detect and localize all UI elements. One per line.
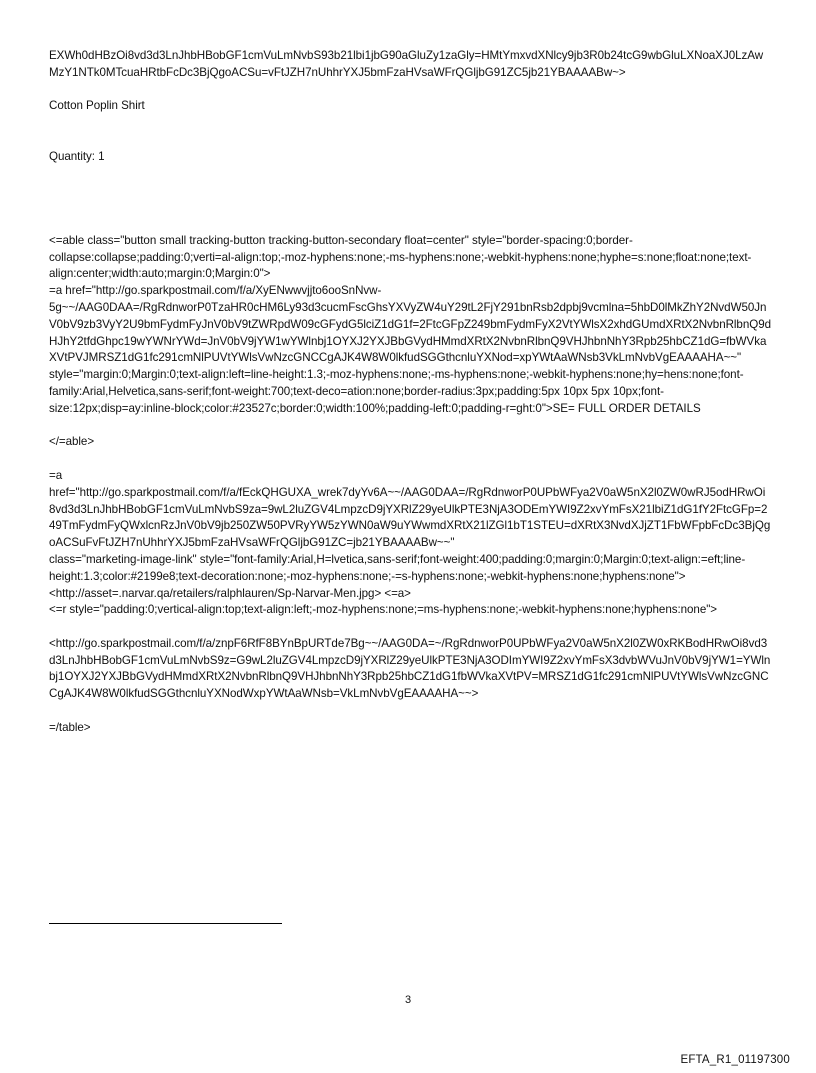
page-number: 3 xyxy=(404,994,412,1006)
product-name: Cotton Poplin Shirt xyxy=(49,99,145,113)
document-body xyxy=(49,48,771,737)
row-open-markup: <=r style="padding:0;vertical-align:top;text-align:left;-moz-hyphens:none;=ms-hyphens:none;-webkit-hyphens:none;hyphens:none"> xyxy=(49,603,718,617)
spacer xyxy=(49,166,771,233)
encoded-url-tail: EXWh0dHBzOi8vd3d3LnJhbHBobGF1cmVuLmNvbS93b21lbi1jbG90aGluZy1zaGly=HMtYmxvdXNlcy9jb3R0b24tcG9wbGluLXNoaXJ0LzAwMzY1NTk0MTcuaHRtbFcDc3BjQgoACSu=vFtJZH7nUhhrYXJ5bmFzaHVsaWFrQGljbG91ZC5jb21YBAAAABw~> xyxy=(49,49,764,79)
marketing-link-attributes: class="marketing-image-link" style="font-family:Arial,H=lvetica,sans-serif;font-weight:400;padding:0;margin:0;Margin:0;text-align:=eft;line-height:1.3;color:#2199e8;text-decoration:none;-moz-hyphens:none;-=s-hyphens:none;-webkit-hyphens:none;hyphens:none"> xyxy=(49,552,746,583)
table-end-markup: =/table> xyxy=(49,720,91,734)
table-open-markup: <=able class="button small tracking-button tracking-button-secondary float=center" style="border-spacing:0;border-collapse:collapse;padding:0;verti=al-align:top;-moz-hyphens:none;-ms-hyphens:none;-webkit-hyphens:none;hyphe=s:none;float:none;text-align:center;width:auto;margin:0;Margin:0"> xyxy=(49,233,752,281)
secondary-marketing-url: <http://go.sparkpostmail.com/f/a/znpF6RfF8BYnBpURTde7Bg~~/AAG0DA=~/RgRdnworP0UPbWFya2V0aW5nX2l0ZW0xRKBodHRwOi8vd3d3LnJhbHBobGF1cmVuLmNvbS9z=G9wL2luZGV4LmpzcD9jYXRlZ29yeUlkPTE3NjA3ODImYWI9Z2xvYmFsX3dvbWVuJnV0bV9jYW1=YWlnbj1OYXJ2YXJBbGVydHMmdXRtX2NvbnRlbnQ9VHJhbnNhY3Rpb25hbCZ1dG1fbWVkaXVtPV=MRSZ1dG1fc291cmNlPUVtYWlsVwNzcGNCCgAJK4W8W0lkfudSGGthcnluYXNodWxpYWtAaWNsb=VkLmNvbVgEAAAAHA~~> xyxy=(49,636,771,701)
order-details-link-markup: =a href="http://go.sparkpostmail.com/f/a/XyENwwvjjto6ooSnNvw-5g~~/AAG0DAA=/RgRdnworP0TzaHR0cHM6Ly93d3cucmFscGhsYXVyZW4uY29tL2FjY291bnRsb2dpbj9vcmlna=5hbD0lMkZhY2NvdW50JnV0bV9zb3VyY2U9bmFydmFyJnV0bV9tZWRpdW09cGFydG5lciZ1dG1f=2FtcGFpZ249bmFydmFyX2VtYWlsX2xhdGUmdXRtX2NvbnRlbnQ9dHJhY2tfdGhpc19wYWNrYWd=JnV0bV9jYW1wYWlnbj1OYXJ2YXJBbGVydHMmdXRtX2NvbnRlbnQ9VHJhbnNhY3Rpb25hbCZ1dG=fbWVkaXVtPVJMRSZ1dG1fc291cmNlPUVtYWlsVwNzcGNCCgAJK4W8W0lkfudSGGthcnluYXNod=xpYWtAaWNsb3VkLmNvbVgEAAAAHA~~" style="margin:0;Margin:0;text-align:left=line-height:1.3;-moz-hyphens:none;-ms-hyphens:none;-webkit-hyphens:none;hy=hens:none;font-family:Arial,Helvetica,sans-serif;font-weight:700;text-deco=ation:none;border-radius:3px;padding:5px 10px 5px 10px;font-size:12px;disp=ay:inline-block;color:#23527c;border:0;width:100%;padding-left:0;padding-r=ght:0">SE= FULL ORDER DETAILS xyxy=(49,284,771,415)
product-quantity: Quantity: 1 xyxy=(49,149,105,163)
spacer xyxy=(49,703,771,720)
marketing-link-href: href="http://go.sparkpostmail.com/f/a/fEckQHGUXA_wrek7dyYv6A~~/AAG0DAA=/RgRdnworP0UPbWFya2V0aW5nX2l0ZW0wRJ5odHRwOi8vd3d3LnJhbHBobGF1cmVuLmNvbS9za=9wL2luZGV4LmpzcD9jYXRlZ29yeUlkPTE3NjA3ODEmYWI9Z2xvYmFsX21lbiZ1dG1fY2FtcGFp=249TmFydmFyQWxlcnRzJnV0bV9jb250ZW50PVRyYW5zYWN0aW9uYWwmdXRtX21lZGl1bT1STEU=dXRtX3NvdXJjZT1FbWFpbFcDc3BjQgoACSuFvFtJZH7nUhhrYXJ5bmFzaHVsaWFrQGljbG91ZC=jb21YBAAAABw~~" xyxy=(49,485,771,550)
document-id: EFTA_R1_01197300 xyxy=(680,1054,790,1066)
spacer xyxy=(49,451,771,468)
table-close-markup: </=able> xyxy=(49,435,95,449)
marketing-image-url: <http://asset=.narvar.qa/retailers/ralphlauren/Sp-Narvar-Men.jpg> <=a> xyxy=(49,586,411,600)
footnote-divider xyxy=(49,923,282,924)
spacer xyxy=(49,115,771,149)
spacer xyxy=(49,418,771,435)
spacer xyxy=(49,619,771,636)
spacer xyxy=(49,82,771,99)
anchor-open-markup: =a xyxy=(49,468,63,482)
